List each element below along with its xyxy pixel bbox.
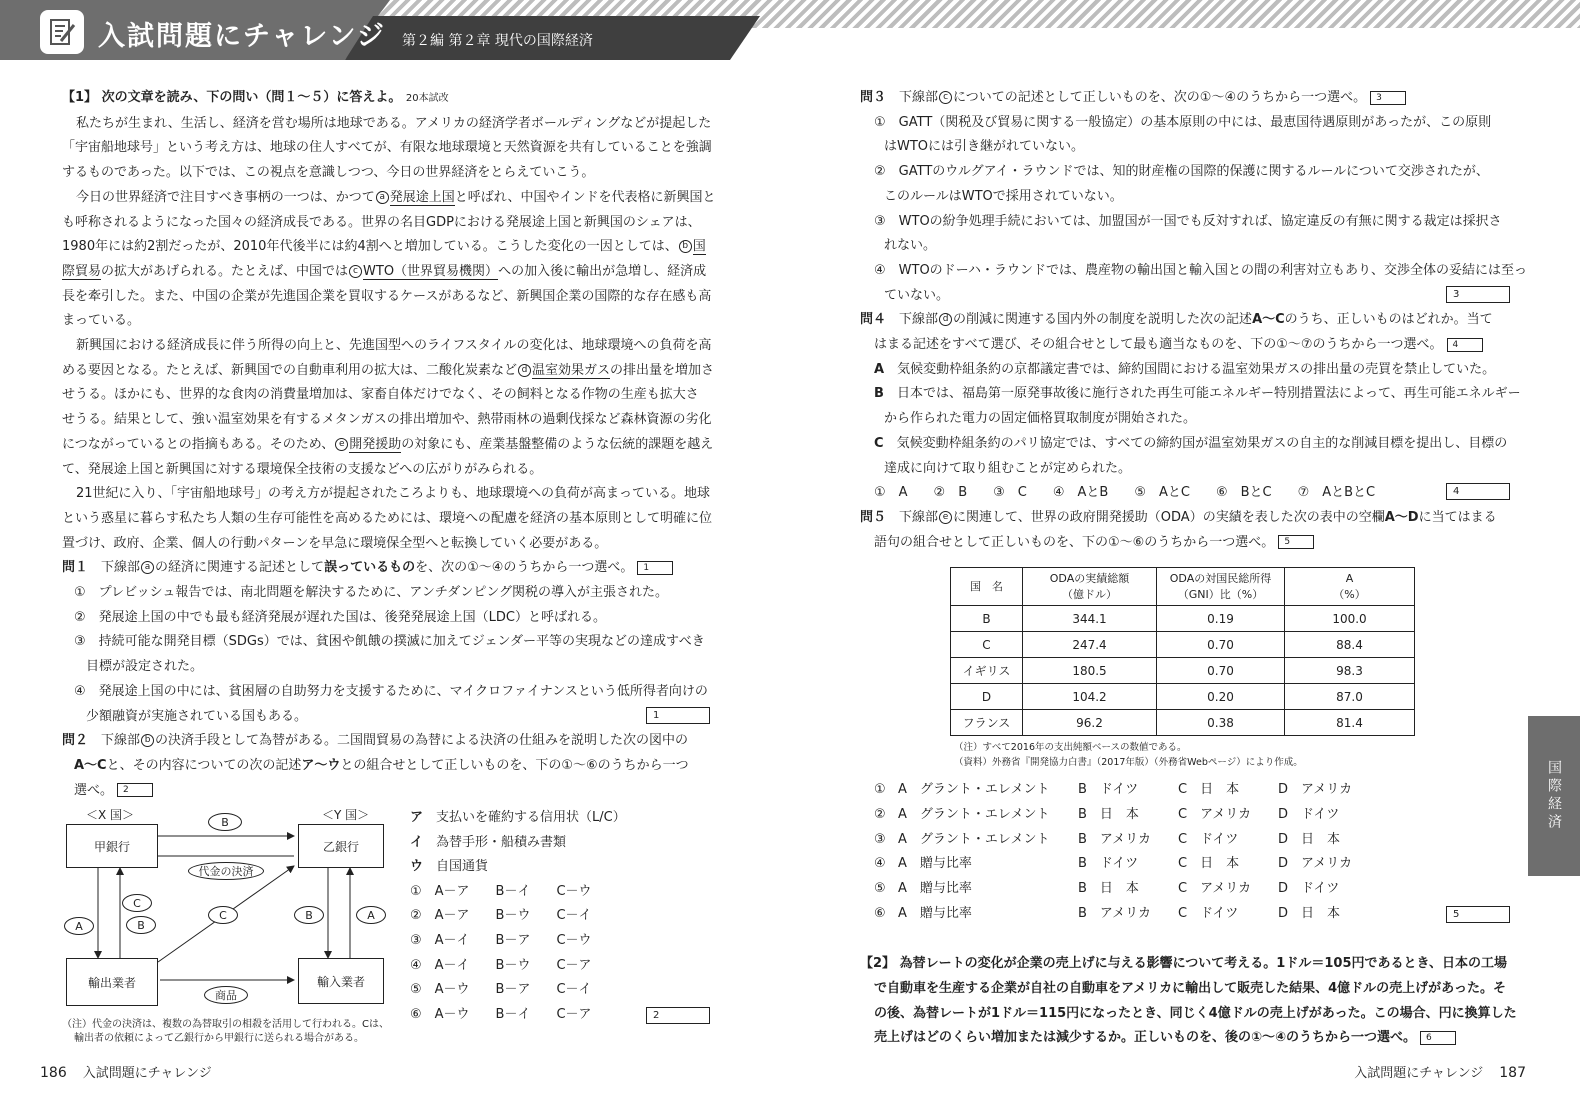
table-row: D 104.2 0.20 87.0 [951, 684, 1415, 710]
choice-row: ① A ② B ③ C ④ AとB ⑤ AとC ⑥ BとC ⑦ AとBとC 4 [860, 481, 1510, 506]
answer-box-2[interactable]: 2 [646, 1007, 710, 1024]
question-2: 問２ 下線部 b の決済手段として為替がある。二国間貿易の為替による決済の仕組みを説明した次の図中の [62, 733, 689, 749]
choice-row: ④ A 贈与比率 B ドイツ C 日 本 D アメリカ [874, 856, 1353, 872]
table-header-row [951, 568, 1415, 606]
paragraph-line: 売上げはどのくらい増加または減少するか。正しいものを、後の①～④のうちから一つ選べ。 6 [860, 1026, 1510, 1051]
bank-b-box: 乙銀行 [298, 824, 384, 868]
bank-a-box: 甲銀行 [66, 824, 158, 868]
paragraph-line: も呼称されるようになった国々の経済成長である。世界の名目GDPにおける発展途上国と新興国のシェアは、 [62, 214, 701, 230]
oval-label-b: B [126, 916, 156, 934]
table-header: ODAの対国民総所得 （GNI）比（%） [1157, 568, 1285, 606]
question-2-line: A～Cと、その内容についての次の記述ア～ウとの組合せとして正しいものを、下の①～⑥のうちから一つ [74, 757, 689, 773]
statement-item: B 日本では、福島第一原発事故後に施行された再生可能エネルギー特別措置法によって、再生可能エネルギー [874, 386, 1521, 402]
combo-item: ⑤ A－ウ B－ア C－イ [410, 982, 592, 998]
question-5-line: 語句の組合せとして正しいものを、下の①～⑥のうちから一つ選べ。 5 [860, 531, 1510, 556]
choice-item: このルールはWTOで採用されていない。 [884, 188, 1123, 204]
right-column [860, 86, 1528, 555]
oval-label-a: A [64, 917, 94, 935]
q5-choices [874, 778, 1510, 927]
choice-item: ② 発展途上国の中でも最も経済発展が遅れた国は、後発発展途上国（LDC）と呼ばれる。 [74, 609, 606, 625]
question-4-line: はまる記述をすべて選び、その組合せとして最も適当なものを、下の①～⑦のうちから一つ選べ。 4 [860, 333, 1510, 358]
table-header: ODAの実績総額 （億ドル） [1023, 568, 1157, 606]
page-title: 入試問題にチャレンジ [98, 21, 386, 52]
table-row: フランス 96.2 0.38 81.4 [951, 710, 1415, 736]
page-number: 186 [40, 1065, 67, 1081]
section-side-tab[interactable]: 国際経済 [1528, 716, 1580, 876]
choice-item: ていない。 3 [860, 284, 1510, 309]
combo-item: ② A－ア B－ウ C－イ [410, 908, 592, 924]
question-2-line: 選べ。 2 [62, 779, 710, 804]
diagram-note: （注）代金の決済は、複数の為替取引の相殺を活用して行われる。Cは、 輸出者の依頼によって乙銀行から甲銀行に送られる場合がある。 [62, 1019, 389, 1044]
choice-row: ⑥ A 贈与比率 B アメリカ C ドイツ D 日 本 5 [874, 902, 1510, 927]
table-row: C 247.4 0.70 88.4 [951, 632, 1415, 658]
combo-item: ③ A－イ B－ア C－ウ [410, 932, 592, 948]
paragraph-line: 新興国における経済成長に伴う所得の向上と、先進国型へのライフスタイルの変化は、地球環境への負荷を高 [76, 338, 712, 354]
table-header: 国 名 [951, 568, 1023, 606]
oval-label-b: B [208, 813, 242, 831]
choice-item: はWTOには引き継がれていない。 [884, 139, 1085, 155]
paragraph-line: 私たちが生まれ、生活し、経済を営む場所は地球である。アメリカの経済学者ボールディングなどが提起した [76, 115, 712, 131]
combo-item: ① A－ア B－イ C－ウ [410, 883, 592, 899]
q1-heading: 【1】 次の文章を読み、下の問い（問１～５）に答えよ。 20本試改 [62, 90, 449, 105]
paragraph-line: て、発展途上国と新興国に対する環境保全技術の支援などへの広がりがみられる。 [62, 461, 543, 477]
choice-item: ② GATTのウルグアイ・ラウンドでは、知的財産権の国際的保護に関するルールについて交渉されたが、 [874, 164, 1489, 180]
paragraph-line: 「宇宙船地球号」という考え方は、地球の住人すべてが、有限な地球環境と天然資源を共有していることを強調 [62, 140, 712, 156]
footer-left [40, 1062, 212, 1081]
chapter-label: 第２編 第２章 現代の国際経済 [402, 33, 593, 49]
answer-box-3[interactable]: 3 [1446, 286, 1510, 303]
choice-item: 少額融資が実施されている国もある。 1 [62, 705, 710, 730]
diagram-options [410, 806, 710, 1027]
paragraph-line: める要因となる。たとえば、新興国での自動車利用の拡大は、二酸化炭素など d 温室効果ガスの排出量を増加さ [62, 362, 715, 378]
choice-row: ③ A グラント・エレメント B アメリカ C ドイツ D 日 本 [874, 831, 1341, 847]
table-note: （注）すべて2016年の支出純額ベースの数値である。 （資料）外務省『開発協力白書』（2017年版）（外務省Webページ）により作成。 [954, 742, 1303, 768]
question-section-2 [860, 952, 1517, 1051]
paragraph-line: という惑星に暮らす私たち人類の生存可能性を高めるためには、環境への配慮を経済の基本原則として明確に位 [62, 510, 713, 526]
statement-item: から作られた電力の固定価格買取制度が開始された。 [884, 411, 1197, 427]
paragraph-line: せうる。結果として、強い温室効果を有するメタンガスの排出増加や、熱帯雨林の過剰伐採など森林資源の劣化 [62, 412, 712, 428]
y-country-label: ＜Y 国＞ [322, 808, 370, 822]
choice-row: ② A グラント・エレメント B 日 本 C アメリカ D ドイツ [874, 806, 1340, 822]
choice-row: ⑤ A 贈与比率 B 日 本 C アメリカ D ドイツ [874, 881, 1340, 897]
settlement-oval: 代金の決済 [188, 862, 264, 880]
table-row: B 344.1 0.19 100.0 [951, 606, 1415, 632]
statement-item: C 気候変動枠組条約のパリ協定では、すべての締約国が温室効果ガスの自主的な削減目標を提出し、目標の [874, 435, 1508, 451]
paragraph-line: につながっているとの指摘もある。そのため、 e 開発援助の対象にも、産業基盤整備のような伝統的課題を越え [62, 436, 714, 452]
paragraph-line: 今日の世界経済で注目すべき事柄の一つは、かつて a 発展途上国と呼ばれ、中国やインドを代表格に新興国と [76, 189, 716, 205]
footer-title: 入試問題にチャレンジ [82, 1066, 212, 1081]
footer-right [1354, 1062, 1526, 1081]
choice-item: ① GATT（関税及び貿易に関する一般協定）の基本原則の中には、最恵国待遇原則があったが、この原則 [874, 114, 1492, 130]
choice-item: 目標が設定された。 [86, 659, 204, 675]
question-3: 問３ 下線部 c についての記述として正しいものを、次の①～④のうちから一つ選べ。 3 [860, 86, 1510, 111]
paragraph-line: 【2】 為替レートの変化が企業の売上げに与える影響について考える。1ドル＝105円であるとき、日本の工場 [860, 956, 1507, 971]
answer-box-5[interactable]: 5 [1446, 906, 1510, 923]
choice-item: ① プレビッシュ報告では、南北問題を解決するために、アンチダンピング関税の導入が主張された。 [74, 585, 669, 601]
oda-table [950, 567, 1415, 736]
combo-item: ④ A－イ B－ウ C－ア [410, 957, 592, 973]
question-4: 問４ 下線部 d の削減に関連する国内外の制度を説明した次の記述A～Cのうち、正しいものはどれか。当て [860, 312, 1493, 328]
paragraph-line: するものであった。以下では、この視点を意識しつつ、今日の世界経済をとらえていこう。 [62, 165, 595, 181]
option-item: ア 支払いを確約する信用状（L/C） [410, 810, 626, 825]
statement-item: 達成に向けて取り組むことが定められた。 [884, 460, 1132, 476]
paragraph-line: 1980年には約2割だったが、2010年代後半には約4割へと増加している。こうした変化の一因としては、 b 国 [62, 239, 706, 255]
choice-item: ③ 持続可能な開発目標（SDGs）では、貧困や飢餓の撲滅に加えてジェンダー平等の実現などの達成すべき [74, 634, 705, 650]
oval-label-a: A [356, 906, 386, 924]
option-item: ウ 自国通貨 [410, 859, 489, 875]
question-1: 問１ 下線部 a の経済に関連する記述として誤っているものを、次の①～④のうちから一つ選べ。 1 [62, 556, 710, 581]
choice-item: ④ 発展途上国の中には、貧困層の自助努力を支援するために、マイクロファイナンスという低所得者向けの [74, 683, 708, 699]
answer-box-1[interactable]: 1 [646, 707, 710, 724]
oval-label-c: C [122, 894, 152, 912]
oval-label-b: B [294, 906, 324, 924]
paragraph-line: の後、為替レートが1ドル＝115円になったとき、同じく4億ドルの売上げがあった。この場合、円に換算した [874, 1005, 1517, 1021]
paragraph-line: 置づけ、政府、企業、個人の行動パターンを早急に環境保全型へと転換していく必要がある。 [62, 535, 608, 551]
choice-item: れない。 [884, 238, 937, 254]
combo-item: ⑥ A－ウ B－イ C－ア 2 [410, 1003, 710, 1028]
paragraph-line: 長を牽引した。また、中国の企業が先進国企業を買収するケースがあるなど、新興国企業の国際的な存在感も高 [62, 288, 712, 304]
left-column [62, 86, 716, 803]
question-5: 問５ 下線部 e に関連して、世界の政府開発援助（ODA）の実績を表した次の表中の空欄A～Dに当てはまる [860, 509, 1497, 525]
paragraph-line: まっている。 [62, 313, 141, 329]
page-number: 187 [1499, 1065, 1526, 1081]
paragraph-line: 際貿易の拡大があげられる。たとえば、中国では c WTO（世界貿易機関）への加入後に輸出が急増し、経済成 [62, 263, 707, 279]
x-country-label: ＜X 国＞ [86, 808, 135, 822]
paragraph-line: 21世紀に入り、「宇宙船地球号」の考え方が提起されたころよりも、地球環境への負荷が高まっている。地球 [76, 486, 711, 502]
goods-oval: 商品 [204, 986, 248, 1004]
statement-item: A 気候変動枠組条約の京都議定書では、締約国間における温室効果ガスの排出量の売買を禁止していた。 [874, 361, 1496, 377]
paragraph-line: せうる。ほかにも、世界的な食肉の消費量増加は、家畜自体だけでなく、その飼料となる作物の生産も拡大さ [62, 387, 699, 403]
answer-box-4[interactable]: 4 [1446, 483, 1510, 500]
table-header: A （%） [1285, 568, 1415, 606]
exporter-box: 輸出業者 [66, 958, 158, 1006]
option-item: イ 為替手形・船積み書類 [410, 834, 567, 850]
footer-title: 入試問題にチャレンジ [1354, 1066, 1484, 1081]
notebook-pencil-icon [40, 10, 84, 54]
choice-item: ③ WTOの紛争処理手続においては、加盟国が一国でも反対すれば、協定違反の有無に関する裁定は採択さ [874, 213, 1502, 229]
choice-row: ① A グラント・エレメント B ドイツ C 日 本 D アメリカ [874, 782, 1353, 797]
paragraph-line: で自動車を生産する企業が自社の自動車をアメリカに輸出して販売した結果、4億ドルの売上げがあった。そ [874, 980, 1507, 996]
settlement-diagram [62, 804, 402, 1024]
table-row: イギリス 180.5 0.70 98.3 [951, 658, 1415, 684]
importer-box: 輸入業者 [298, 958, 384, 1004]
oval-label-c: C [208, 906, 238, 924]
choice-item: ④ WTOのドーハ・ラウンドでは、農産物の輸出国と輸入国との間の利害対立もあり、交渉全体の妥結には至っ [874, 262, 1528, 278]
